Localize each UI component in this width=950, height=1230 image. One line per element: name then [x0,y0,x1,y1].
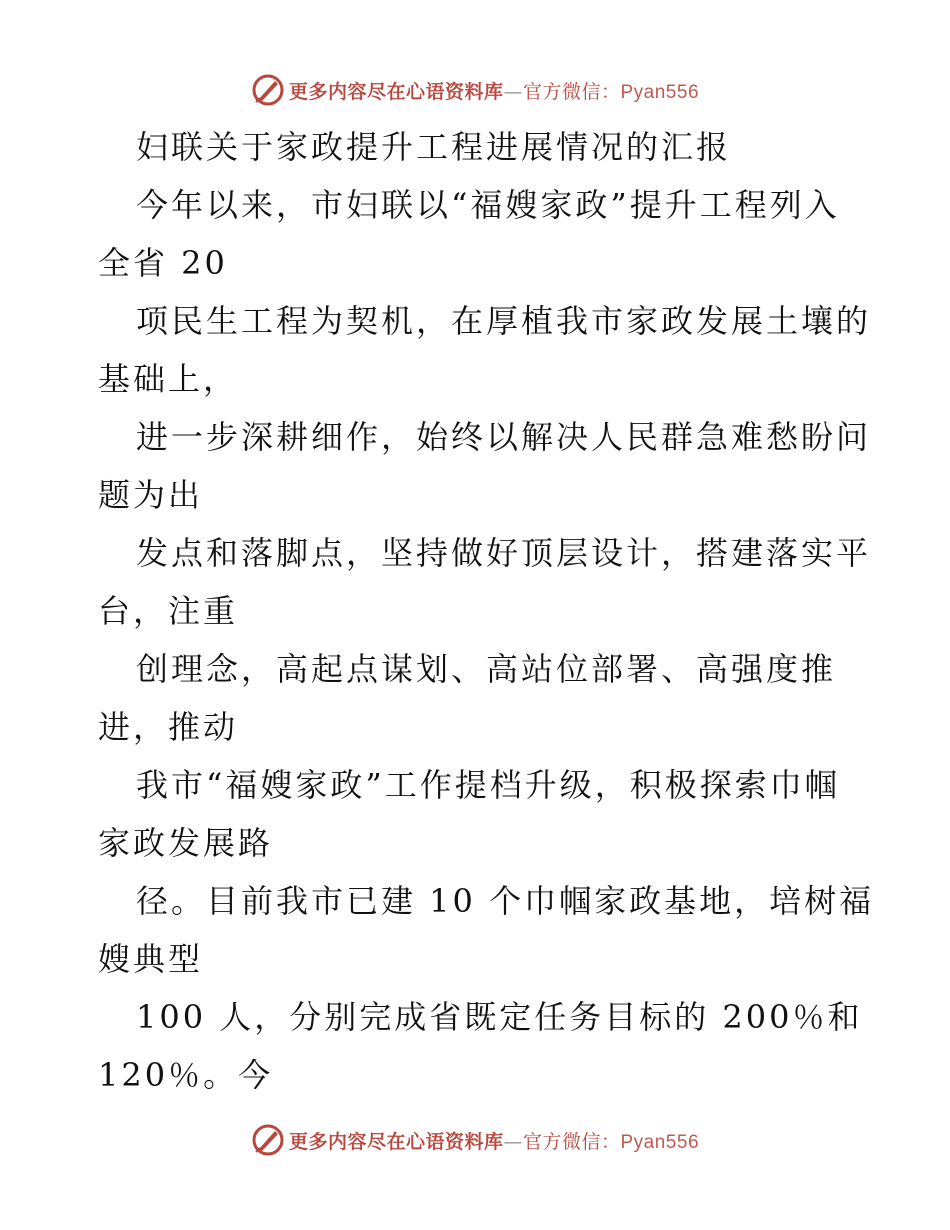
paragraph-line: 基础上， [98,360,239,398]
paragraph-line: 题为出 [98,476,204,514]
paragraph-line: 今年以来，市妇联以“福嫂家政”提升工程列入 [136,186,840,224]
paragraph-line: 发点和落脚点，坚持做好顶层设计，搭建落实平 [136,534,872,572]
paragraph-line: 进，推动 [98,708,239,746]
paragraph-line: 台，注重 [98,592,239,630]
paragraph-line: 我市“福嫂家政”工作提档升级，积极探索巾帼 [136,766,840,804]
paragraph-line: 进一步深耕细作，始终以解决人民群急难愁盼问 [136,418,872,456]
paragraph-line: 家政发展路 [98,824,274,862]
watermark-text: 更多内容尽在心语资料库—官方微信：Pyan556 [288,1130,700,1153]
paragraph-line: 全省 20 [98,244,228,282]
paragraph-line: 项民生工程为契机，在厚植我市家政发展土壤的 [136,302,872,340]
quill-pen-logo-icon [251,73,285,107]
header-watermark-banner [0,70,950,110]
quill-pen-logo-icon [251,1123,285,1157]
document-body [98,118,875,1104]
paragraph-line: 120％。今 [98,1056,274,1094]
paragraph-line: 100 人，分别完成省既定任务目标的 200％和 [136,998,863,1036]
paragraph-line: 创理念，高起点谋划、高站位部署、高强度推 [136,650,837,688]
paragraph-line: 径。目前我市已建 10 个巾帼家政基地，培树福 [136,882,875,920]
watermark-text: 更多内容尽在心语资料库—官方微信：Pyan556 [288,80,700,103]
footer-watermark-banner [0,1120,950,1160]
document-title: 妇联关于家政提升工程进展情况的汇报 [136,128,732,166]
paragraph-line: 嫂典型 [98,940,204,978]
